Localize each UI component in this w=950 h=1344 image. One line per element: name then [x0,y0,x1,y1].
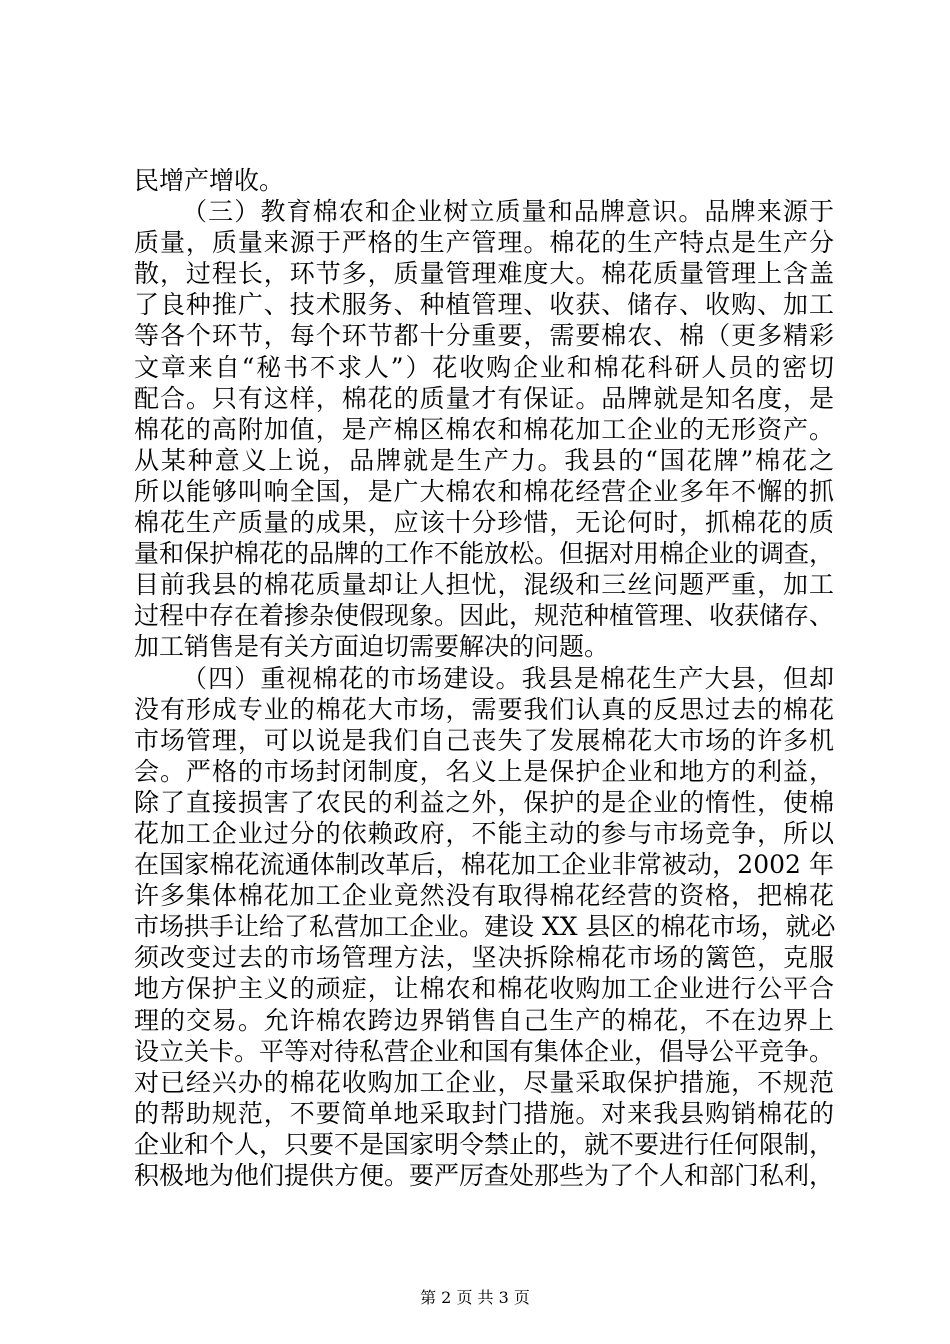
text-line: 棉花生产质量的成果，应该十分珍惜，无论何时，抓棉花的质 [134,508,834,538]
text-line: 等各个环节，每个环节都十分重要，需要棉农、棉（更多精彩 [134,321,834,351]
text-line: 在国家棉花流通体制改革后，棉花加工企业非常被动，2002 年 [134,850,834,880]
document-body [134,165,834,1191]
text-line: 市场拱手让给了私营加工企业。建设 XX 县区的棉花市场，就必 [134,912,836,942]
text-line: 除了直接损害了农民的利益之外，保护的是企业的惰性，使棉 [134,787,834,817]
text-line: 量和保护棉花的品牌的工作不能放松。但据对用棉企业的调查， [134,539,835,569]
text-line: 花加工企业过分的依赖政府，不能主动的参与市场竞争，所以 [134,818,834,848]
text-line: 市场管理，可以说是我们自己丧失了发展棉花大市场的许多机 [134,725,834,755]
text-line: 设立关卡。平等对待私营企业和国有集体企业，倡导公平竞争。 [134,1036,835,1066]
text-line: 了良种推广、技术服务、种植管理、收获、储存、收购、加工 [134,290,834,320]
text-line: 从某种意义上说，品牌就是生产力。我县的“国花牌”棉花之 [134,445,834,475]
page-number-footer: 第 2 页 共 3 页 [420,1288,530,1307]
text-line: 会。严格的市场封闭制度，名义上是保护企业和地方的利益， [134,756,834,786]
text-line: （三）教育棉农和企业树立质量和品牌意识。品牌来源于 [182,197,834,227]
text-line: 许多集体棉花加工企业竟然没有取得棉花经营的资格，把棉花 [134,881,834,911]
text-line: 的帮助规范，不要简单地采取封门措施。对来我县购销棉花的 [134,1098,834,1128]
text-line: 过程中存在着掺杂使假现象。因此，规范种植管理、收获储存、 [134,601,835,631]
text-line: 目前我县的棉花质量却让人担忧，混级和三丝问题严重，加工 [134,570,834,600]
text-line: 积极地为他们提供方便。要严厉查处那些为了个人和部门私利， [134,1161,835,1190]
text-line: 质量，质量来源于严格的生产管理。棉花的生产特点是生产分 [134,228,834,258]
text-line: 加工销售是有关方面迫切需要解决的问题。 [134,632,610,662]
text-line: （四）重视棉花的市场建设。我县是棉花生产大县，但却 [182,663,834,693]
text-line: 须改变过去的市场管理方法，坚决拆除棉花市场的篱笆，克服 [134,943,834,973]
text-line: 对已经兴办的棉花收购加工企业，尽量采取保护措施，不规范 [134,1067,834,1097]
text-line: 理的交易。允许棉农跨边界销售自己生产的棉花，不在边界上 [134,1005,834,1035]
text-line: 民增产增收。 [134,166,285,195]
text-line: 配合。只有这样，棉花的质量才有保证。品牌就是知名度，是 [134,383,834,413]
text-line: 棉花的高附加值，是产棉区棉农和棉花加工企业的无形资产。 [134,414,834,444]
text-line: 文章来自“秘书不求人”）花收购企业和棉花科研人员的密切 [134,352,834,382]
text-line: 没有形成专业的棉花大市场，需要我们认真的反思过去的棉花 [134,694,834,724]
text-line: 地方保护主义的顽症，让棉农和棉花收购加工企业进行公平合 [134,974,834,1004]
text-line: 散，过程长，环节多，质量管理难度大。棉花质量管理上含盖 [134,259,834,289]
text-line: 所以能够叫响全国，是广大棉农和棉花经营企业多年不懈的抓 [134,476,834,506]
text-line: 企业和个人，只要不是国家明令禁止的，就不要进行任何限制， [134,1129,835,1159]
